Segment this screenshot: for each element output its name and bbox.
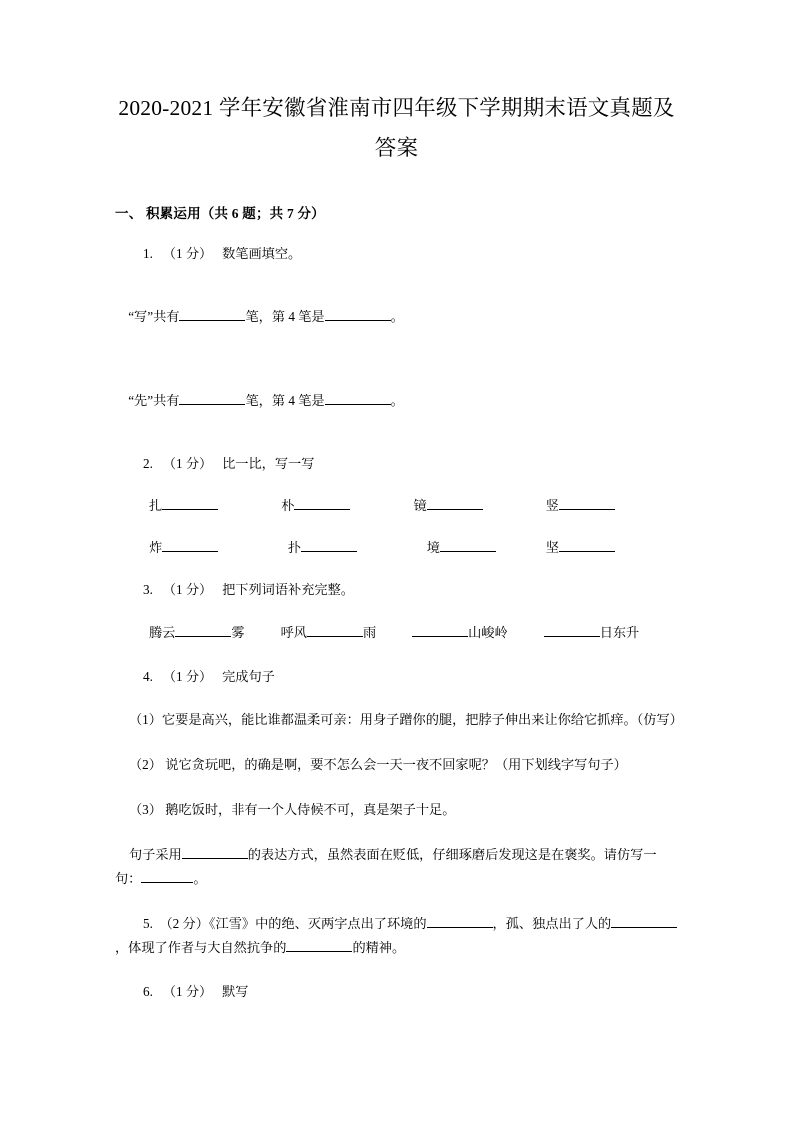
question-1-line-1-post: 。 (390, 309, 404, 324)
question-3 (115, 579, 678, 600)
word-cell (546, 495, 678, 516)
fill-blank[interactable] (544, 623, 600, 637)
word-cell (149, 537, 281, 558)
question-4-tail-mid: 的表达方式，虽然表面在贬低，仔细琢磨后发现这是在褒奖。请仿写一句： (115, 847, 657, 886)
idiom-item (149, 621, 245, 645)
question-3-idioms (115, 621, 678, 645)
word-label: 坚 (545, 540, 559, 555)
fill-blank[interactable] (325, 307, 391, 321)
word-cell (149, 495, 281, 516)
question-2-row-2 (115, 537, 678, 558)
question-1-line-1-mid: 笔，第 4 笔是 (245, 309, 325, 324)
fill-blank[interactable] (611, 914, 677, 928)
question-1-line-1-pre: “写”共有 (128, 309, 180, 324)
question-1-number: 1. (143, 246, 153, 261)
word-label: 炸 (149, 540, 163, 555)
fill-blank[interactable] (162, 538, 218, 552)
question-4-tail-post: 。 (193, 871, 207, 886)
question-4-number: 4. (143, 669, 153, 684)
question-4-tail-pre: 句子采用 (129, 847, 182, 862)
question-5-body-c: ，体现了作者与大自然抗争的 (115, 940, 287, 955)
fill-blank[interactable] (182, 845, 248, 859)
fill-blank[interactable] (286, 938, 352, 952)
idiom-post: 日东升 (599, 625, 640, 640)
question-5-score: （2 分） (159, 916, 209, 931)
idiom-post: 雨 (362, 625, 377, 640)
section-heading: 一、 积累运用（共 6 题；共 7 分） (115, 206, 325, 221)
word-cell (414, 495, 546, 516)
question-1-score: （1 分） (162, 246, 213, 261)
question-6-score: （1 分） (162, 984, 213, 999)
question-6-number: 6. (143, 984, 153, 999)
fill-blank[interactable] (440, 538, 496, 552)
word-label: 境 (426, 540, 440, 555)
word-cell (546, 537, 678, 558)
fill-blank[interactable] (307, 623, 363, 637)
question-2-row-1 (115, 495, 678, 516)
question-1-line-2-mid: 笔，第 4 笔是 (245, 393, 325, 408)
question-3-score: （1 分） (162, 582, 213, 597)
word-cell (414, 537, 546, 558)
question-5-number: 5. (143, 916, 153, 931)
idiom-item (544, 621, 640, 645)
question-6 (115, 981, 678, 1002)
idiom-post: 山峻岭 (468, 625, 508, 640)
question-2-score: （1 分） (162, 456, 213, 471)
fill-blank[interactable] (179, 307, 245, 321)
question-4-score: （1 分） (162, 669, 213, 684)
fill-blank[interactable] (559, 496, 615, 510)
fill-blank[interactable] (301, 538, 357, 552)
question-5-body-b: ，孤、独点出了人的 (492, 916, 612, 931)
question-1-line-2-pre: “先”共有 (128, 393, 180, 408)
question-4-sub-1: （1）它要是高兴，能比谁都温柔可亲：用身子蹭你的腿，把脖子伸出来让你给它抓痒。（仿写） (129, 712, 683, 727)
question-5-body-d: 的精神。 (352, 940, 406, 955)
fill-blank[interactable] (412, 623, 468, 637)
idiom-item (412, 621, 508, 645)
question-4-prompt: 完成句子 (222, 669, 275, 684)
fill-blank[interactable] (179, 391, 245, 405)
page-title: 2020-2021 学年安徽省淮南市四年级下学期期末语文真题及答案 (118, 96, 675, 160)
question-5-body-a: 《江雪》中的绝、灭两字点出了环境的 (208, 916, 427, 931)
word-label: 竖 (545, 498, 559, 513)
word-cell (281, 537, 413, 558)
question-5 (115, 912, 678, 960)
question-4 (115, 666, 678, 687)
question-1-line-2 (115, 369, 678, 432)
question-1-prompt: 数笔画填空。 (222, 246, 302, 261)
question-3-prompt: 把下列词语补充完整。 (222, 582, 354, 597)
idiom-pre: 呼风 (280, 625, 307, 640)
question-4-tail (115, 843, 678, 891)
question-1-line-1 (115, 285, 678, 348)
question-4-sub-3: （3） 鹅吃饭时，非有一个人侍候不可，真是架子十足。 (129, 802, 456, 817)
question-1 (115, 243, 678, 264)
fill-blank[interactable] (427, 914, 493, 928)
question-1-line-2-post: 。 (390, 393, 404, 408)
fill-blank[interactable] (559, 538, 615, 552)
question-2-prompt: 比一比，写一写 (222, 456, 315, 471)
fill-blank[interactable] (325, 391, 391, 405)
fill-blank[interactable] (427, 496, 483, 510)
word-label: 扑 (287, 540, 302, 555)
idiom-pre: 腾云 (149, 625, 176, 640)
word-label: 镜 (413, 498, 427, 513)
question-6-prompt: 默写 (222, 984, 249, 999)
question-2 (115, 453, 678, 474)
question-2-number: 2. (143, 456, 153, 471)
word-label: 朴 (281, 498, 295, 513)
fill-blank[interactable] (175, 623, 231, 637)
fill-blank[interactable] (294, 496, 350, 510)
question-3-number: 3. (143, 582, 153, 597)
fill-blank[interactable] (141, 869, 193, 883)
word-cell (281, 495, 413, 516)
question-4-sub-2: （2） 说它贪玩吧，的确是啊，要不怎么会一天一夜不回家呢？（用下划线字写句子） (129, 757, 627, 772)
idiom-post: 雾 (231, 625, 245, 640)
idiom-item (281, 621, 377, 645)
word-label: 扎 (149, 498, 163, 513)
fill-blank[interactable] (162, 496, 218, 510)
